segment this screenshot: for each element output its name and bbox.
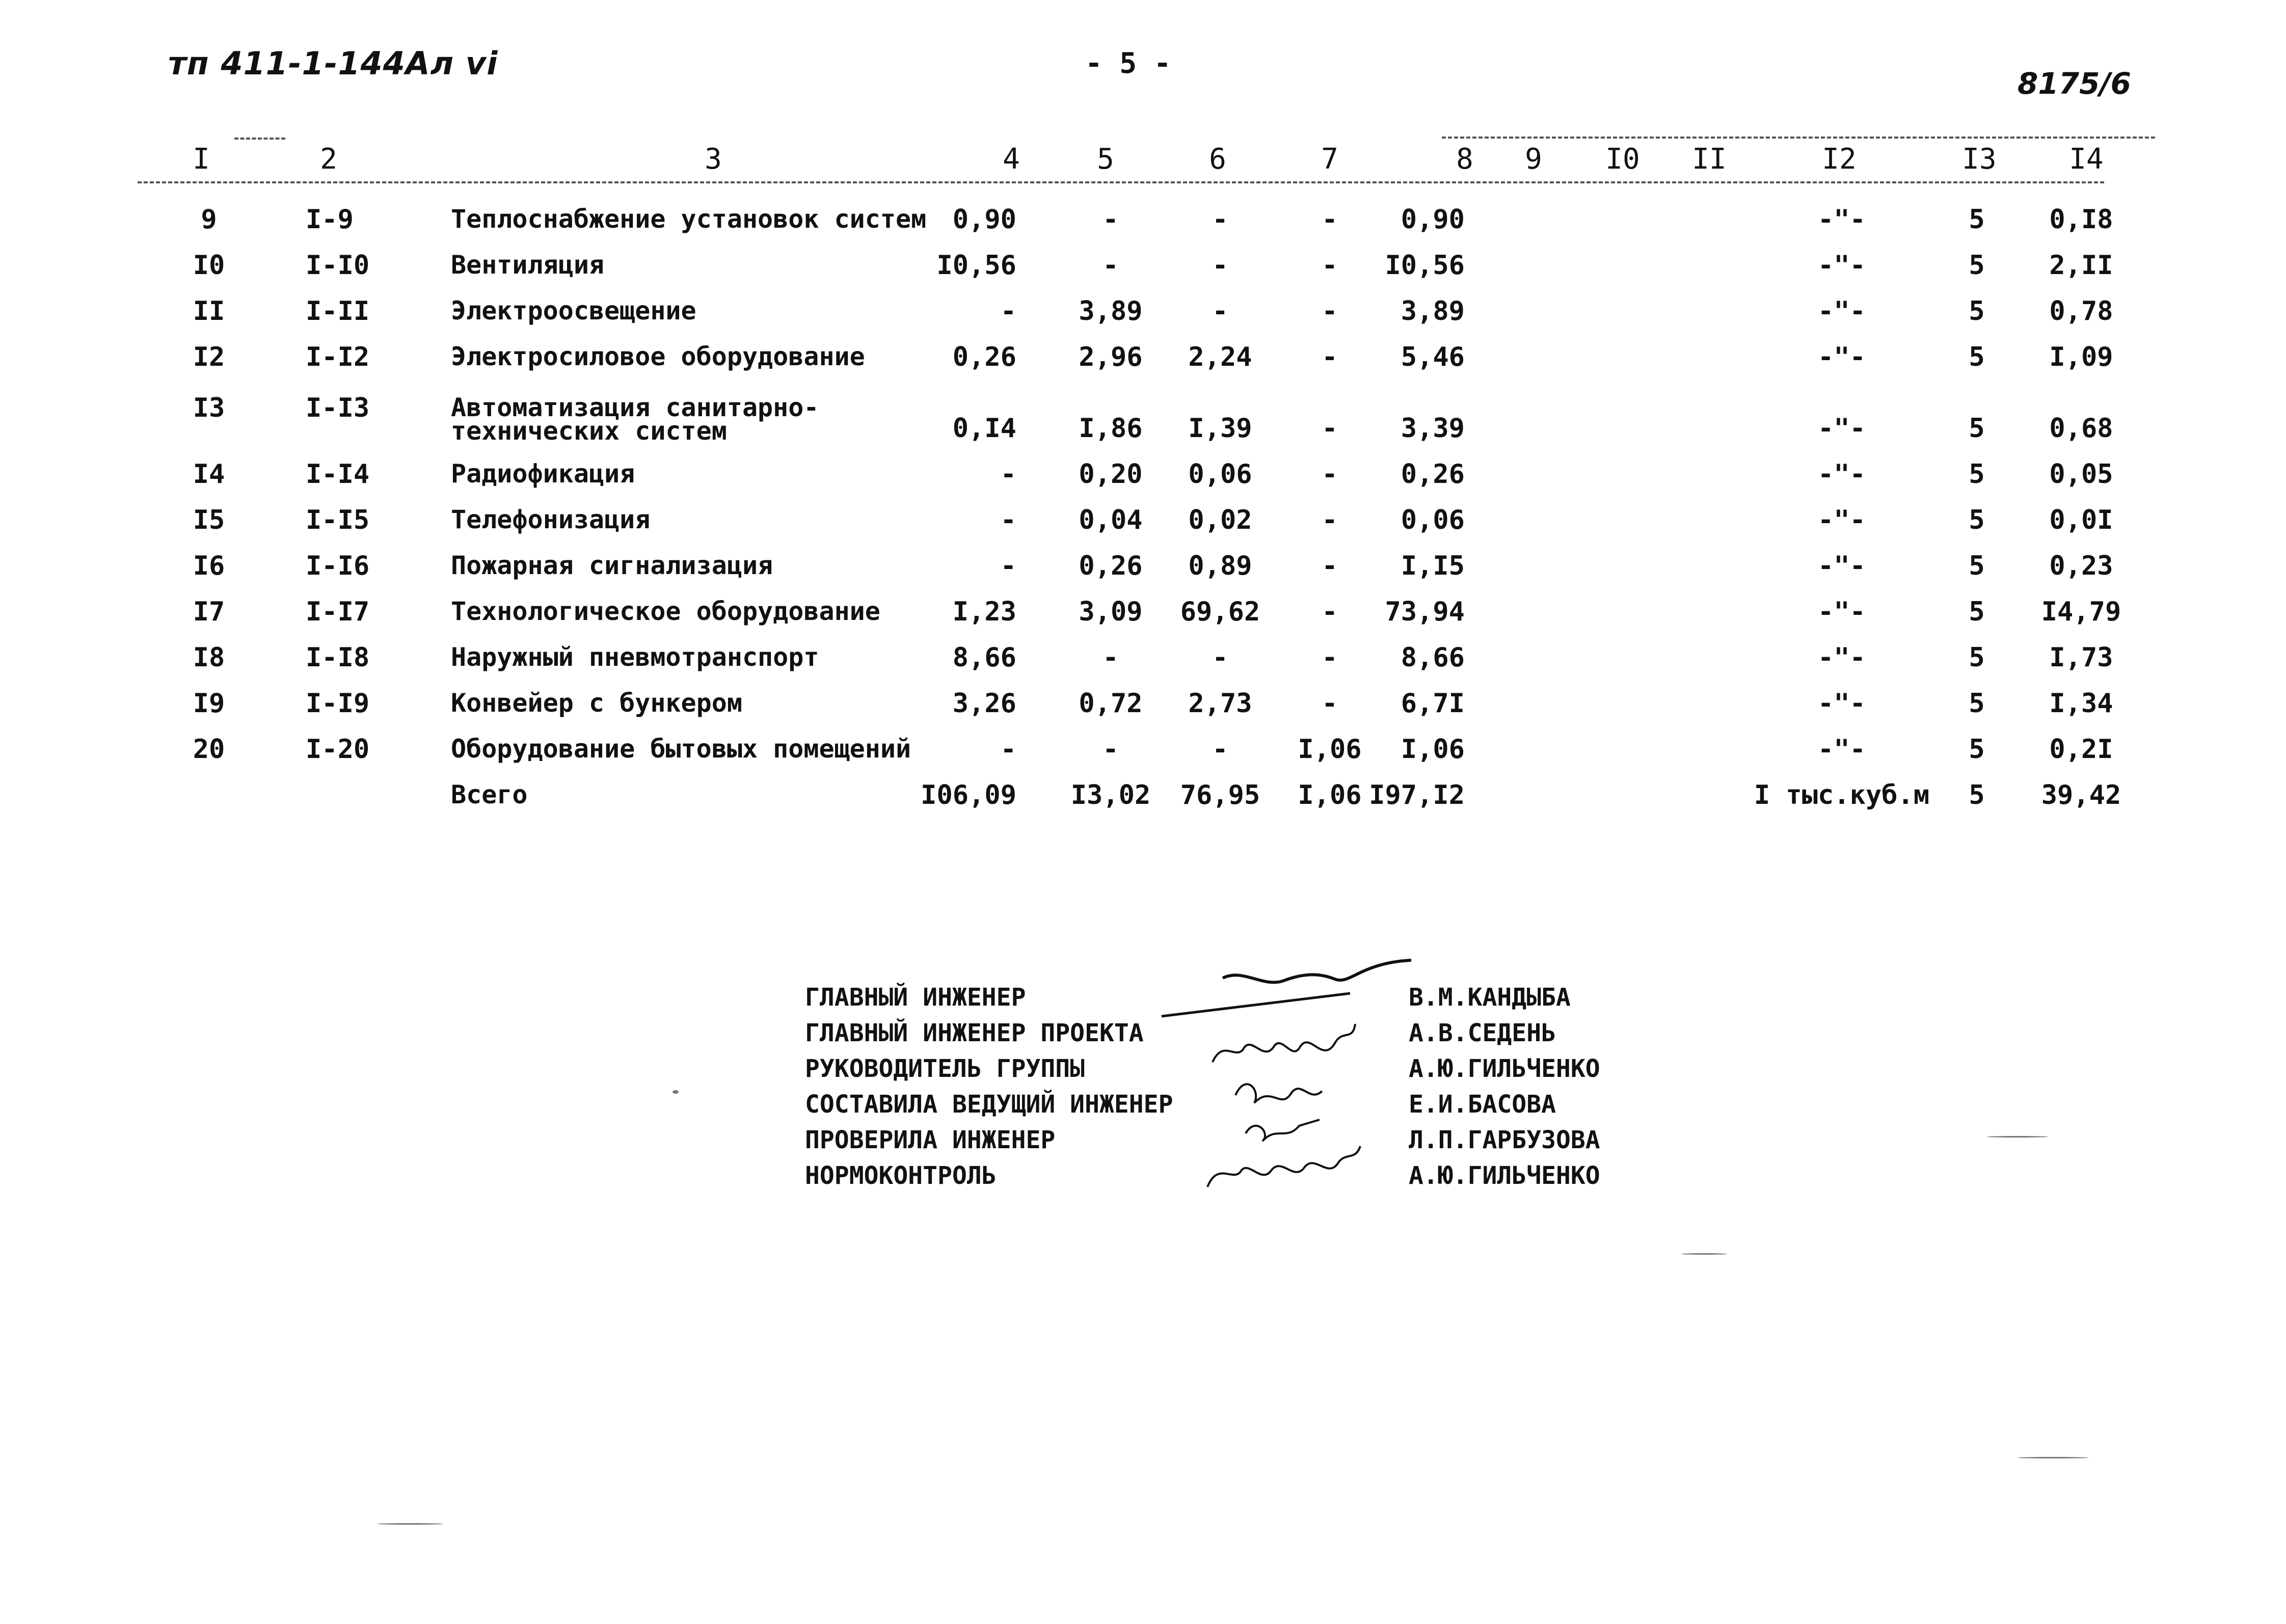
cell-c6: I,39 (1188, 413, 1252, 444)
cell-c14: 0,05 (2049, 459, 2113, 490)
row-number: I9 (193, 688, 225, 719)
row-name: Конвейер с бункером (451, 688, 742, 718)
signature-name: А.В.СЕДЕНЬ (1409, 1019, 1556, 1047)
row-number: II (193, 296, 225, 327)
cell-c5: 2,96 (1079, 342, 1143, 372)
row-code: I-II (306, 296, 370, 327)
cell-c14: I,73 (2049, 642, 2113, 673)
row-code: I-I0 (306, 250, 370, 281)
cell-c7: - (1322, 204, 1338, 235)
cell-c8: I,I5 (1401, 551, 1465, 581)
row-name: Электросиловое оборудование (451, 342, 865, 371)
signature-role: НОРМОКОНТРОЛЬ (805, 1161, 997, 1190)
cell-c8: 5,46 (1401, 342, 1465, 372)
row-code: I-I9 (306, 688, 370, 719)
row-name: Теплоснабжение установок систем (451, 204, 927, 234)
column-header: I3 (1962, 143, 1997, 176)
cell-c12: -"- (1818, 204, 1866, 235)
cell-c13: 5 (1969, 597, 1985, 627)
row-code: I-I6 (306, 551, 370, 581)
signature-name: А.Ю.ГИЛЬЧЕНКО (1409, 1161, 1600, 1190)
cell-c12: -"- (1818, 505, 1866, 535)
cell-c12: -"- (1818, 296, 1866, 327)
row-number: I8 (193, 642, 225, 673)
row-code: I-I5 (306, 505, 370, 535)
scan-speck (1987, 1136, 2048, 1138)
row-number: I7 (193, 597, 225, 627)
row-code: I-I4 (306, 459, 370, 490)
column-header: I4 (2069, 143, 2104, 176)
cell-c7: I,06 (1298, 734, 1362, 765)
signature-name: В.М.КАНДЫБА (1409, 983, 1571, 1012)
cell-c5: 3,89 (1079, 296, 1143, 327)
signature-name: Е.И.БАСОВА (1409, 1090, 1556, 1119)
row-number: I2 (193, 342, 225, 372)
cell-c4: - (1000, 551, 1016, 581)
cell-c4: I,23 (952, 597, 1016, 627)
column-header: 9 (1525, 143, 1542, 176)
cell-c12: -"- (1818, 642, 1866, 673)
page-number: - 5 - (1085, 47, 1171, 80)
cell-c13: 5 (1969, 688, 1985, 719)
signature-name: Л.П.ГАРБУЗОВА (1409, 1126, 1600, 1154)
column-header: 8 (1456, 143, 1473, 176)
column-header: 4 (1003, 143, 1020, 176)
cell-c5: 3,09 (1079, 597, 1143, 627)
column-header: 3 (705, 143, 722, 176)
row-code: I-9 (306, 204, 354, 235)
column-header: II (1692, 143, 1727, 176)
cell-c13: 5 (1969, 296, 1985, 327)
scan-speck (2018, 1457, 2089, 1458)
row-code: I-I8 (306, 642, 370, 673)
row-number: I0 (193, 250, 225, 281)
cell-c14: 0,0I (2049, 505, 2113, 535)
cell-c5: - (1102, 250, 1119, 281)
total-c13: 5 (1969, 780, 1985, 810)
row-code: I-I3 (306, 393, 370, 423)
cell-c4: 0,90 (952, 204, 1016, 235)
cell-c7: - (1322, 342, 1338, 372)
row-name: Автоматизация санитарно- (451, 393, 819, 422)
row-name: Наружный пневмотранспорт (451, 642, 819, 672)
signature-role: ГЛАВНЫЙ ИНЖЕНЕР (805, 983, 1026, 1012)
cell-c12: -"- (1818, 597, 1866, 627)
row-number: 20 (193, 734, 225, 765)
cell-c5: 0,26 (1079, 551, 1143, 581)
handwritten-signatures (1146, 958, 1432, 1223)
cell-c7: - (1322, 250, 1338, 281)
cell-c13: 5 (1969, 342, 1985, 372)
cell-c6: 0,06 (1188, 459, 1252, 490)
cell-c14: I,34 (2049, 688, 2113, 719)
cell-c8: 3,39 (1401, 413, 1465, 444)
signature-name: А.Ю.ГИЛЬЧЕНКО (1409, 1054, 1600, 1083)
cell-c13: 5 (1969, 734, 1985, 765)
row-code: I-20 (306, 734, 370, 765)
total-c4: I06,09 (921, 780, 1016, 810)
row-name: технических систем (451, 416, 727, 446)
cell-c12: -"- (1818, 734, 1866, 765)
row-name: Электроосвещение (451, 296, 696, 326)
cell-c7: - (1322, 296, 1338, 327)
cell-c8: 0,06 (1401, 505, 1465, 535)
cell-c8: 0,26 (1401, 459, 1465, 490)
cell-c5: 0,20 (1079, 459, 1143, 490)
cell-c7: - (1322, 413, 1338, 444)
cell-c4: - (1000, 296, 1016, 327)
sheet-reference: 8175/6 (2018, 66, 2131, 101)
cell-c6: - (1212, 734, 1228, 765)
row-number: I6 (193, 551, 225, 581)
cell-c6: - (1212, 642, 1228, 673)
row-name: Технологическое оборудование (451, 597, 880, 626)
document-code: тп 411-1-144Ал vi (168, 45, 498, 82)
cell-c6: - (1212, 296, 1228, 327)
cell-c13: 5 (1969, 413, 1985, 444)
row-name: Радиофикация (451, 459, 635, 489)
rule-top (234, 138, 285, 140)
cell-c12: -"- (1818, 250, 1866, 281)
scan-speck (377, 1523, 443, 1525)
cell-c8: 6,7I (1401, 688, 1465, 719)
rule-header (138, 181, 2104, 183)
cell-c7: - (1322, 688, 1338, 719)
cell-c13: 5 (1969, 505, 1985, 535)
cell-c13: 5 (1969, 642, 1985, 673)
cell-c8: 73,94 (1385, 597, 1465, 627)
cell-c6: - (1212, 204, 1228, 235)
cell-c4: - (1000, 459, 1016, 490)
cell-c14: I4,79 (2041, 597, 2121, 627)
cell-c7: - (1322, 551, 1338, 581)
total-c14: 39,42 (2041, 780, 2121, 810)
cell-c14: 0,2I (2049, 734, 2113, 765)
column-header: 7 (1321, 143, 1338, 176)
cell-c8: I,06 (1401, 734, 1465, 765)
cell-c5: 0,72 (1079, 688, 1143, 719)
cell-c6: 0,89 (1188, 551, 1252, 581)
row-number: I3 (193, 393, 225, 423)
scan-speck (1681, 1253, 1727, 1255)
row-code: I-I7 (306, 597, 370, 627)
cell-c8: I0,56 (1385, 250, 1465, 281)
signature-role: РУКОВОДИТЕЛЬ ГРУППЫ (805, 1054, 1085, 1083)
cell-c7: - (1322, 459, 1338, 490)
cell-c14: 0,23 (2049, 551, 2113, 581)
total-c12: I тыс.куб.м (1754, 780, 1930, 810)
cell-c6: 2,73 (1188, 688, 1252, 719)
row-name: Пожарная сигнализация (451, 551, 773, 580)
cell-c5: - (1102, 642, 1119, 673)
column-header: 6 (1209, 143, 1226, 176)
row-name: Телефонизация (451, 505, 651, 534)
cell-c8: 0,90 (1401, 204, 1465, 235)
total-c5: I3,02 (1070, 780, 1151, 810)
cell-c6: 69,62 (1180, 597, 1260, 627)
cell-c4: 3,26 (952, 688, 1016, 719)
cell-c7: - (1322, 505, 1338, 535)
row-code: I-I2 (306, 342, 370, 372)
cell-c12: -"- (1818, 413, 1866, 444)
cell-c14: 0,I8 (2049, 204, 2113, 235)
cell-c7: - (1322, 597, 1338, 627)
cell-c4: 0,26 (952, 342, 1016, 372)
total-label: Всего (451, 780, 528, 809)
column-header: 2 (320, 143, 337, 176)
total-c6: 76,95 (1180, 780, 1260, 810)
row-name: Вентиляция (451, 250, 605, 280)
cell-c4: I0,56 (936, 250, 1016, 281)
rule-top (1442, 137, 2155, 139)
column-header: I2 (1822, 143, 1857, 176)
cell-c13: 5 (1969, 250, 1985, 281)
column-header: 5 (1097, 143, 1114, 176)
column-header: I (193, 143, 210, 176)
cell-c5: - (1102, 734, 1119, 765)
cell-c12: -"- (1818, 688, 1866, 719)
cell-c5: - (1102, 204, 1119, 235)
column-header: I0 (1605, 143, 1640, 176)
cell-c4: - (1000, 734, 1016, 765)
cell-c13: 5 (1969, 459, 1985, 490)
row-number: I5 (193, 505, 225, 535)
cell-c5: I,86 (1079, 413, 1143, 444)
signature-role: ГЛАВНЫЙ ИНЖЕНЕР ПРОЕКТА (805, 1019, 1144, 1047)
signature-role: СОСТАВИЛА ВЕДУЩИЙ ИНЖЕНЕР (805, 1090, 1173, 1119)
cell-c4: - (1000, 505, 1016, 535)
row-number: 9 (201, 204, 217, 235)
cell-c13: 5 (1969, 204, 1985, 235)
cell-c14: 2,II (2049, 250, 2113, 281)
cell-c6: 2,24 (1188, 342, 1252, 372)
cell-c6: 0,02 (1188, 505, 1252, 535)
cell-c5: 0,04 (1079, 505, 1143, 535)
cell-c4: 0,I4 (952, 413, 1016, 444)
cell-c12: -"- (1818, 459, 1866, 490)
total-c8: I97,I2 (1369, 780, 1465, 810)
cell-c12: -"- (1818, 342, 1866, 372)
cell-c12: -"- (1818, 551, 1866, 581)
cell-c13: 5 (1969, 551, 1985, 581)
cell-c14: 0,78 (2049, 296, 2113, 327)
total-c7: I,06 (1298, 780, 1362, 810)
cell-c14: I,09 (2049, 342, 2113, 372)
cell-c8: 3,89 (1401, 296, 1465, 327)
cell-c7: - (1322, 642, 1338, 673)
row-name: Оборудование бытовых помещений (451, 734, 911, 764)
row-number: I4 (193, 459, 225, 490)
cell-c6: - (1212, 250, 1228, 281)
cell-c4: 8,66 (952, 642, 1016, 673)
cell-c8: 8,66 (1401, 642, 1465, 673)
scan-speck (673, 1090, 679, 1094)
cell-c14: 0,68 (2049, 413, 2113, 444)
signature-role: ПРОВЕРИЛА ИНЖЕНЕР (805, 1126, 1056, 1154)
